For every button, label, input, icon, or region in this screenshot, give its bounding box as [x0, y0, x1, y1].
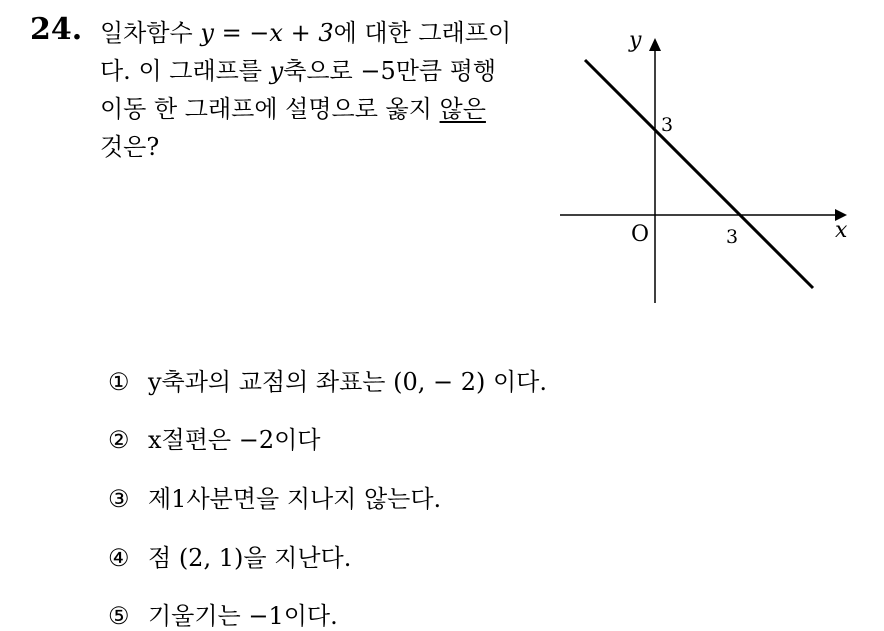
origin-label: O: [631, 222, 650, 247]
question-number: 24.: [30, 12, 83, 47]
choice-5[interactable]: [108, 596, 338, 631]
stem-line-3: [100, 90, 540, 128]
choice-text: 기울기는 −1이다.: [148, 602, 338, 630]
stem-text: 것은?: [100, 133, 160, 161]
question-stem: [100, 14, 540, 166]
x-axis-label: x: [835, 218, 848, 243]
function-graph: [555, 25, 855, 310]
choice-2[interactable]: [108, 420, 320, 455]
stem-text: 에 대한 그래프이: [333, 19, 512, 47]
choice-number: ④: [108, 544, 130, 572]
stem-text: 다. 이 그래프를: [100, 57, 270, 85]
variable: y: [269, 57, 284, 85]
underlined-emphasis: 않은: [439, 95, 486, 123]
choice-text: x절편은 −2이다: [148, 426, 321, 454]
equation: y = −x + 3: [200, 19, 334, 47]
choice-3[interactable]: [108, 479, 441, 514]
stem-text: 축으로 −5만큼 평행: [283, 57, 497, 85]
x-intercept-label: 3: [726, 226, 739, 248]
choice-text: 제1사분면을 지나지 않는다.: [148, 485, 442, 513]
choice-text: y축과의 교점의 좌표는 (0, − 2) 이다.: [148, 368, 547, 396]
stem-text: 일차함수: [100, 19, 201, 47]
stem-line-2: [100, 52, 540, 90]
choice-1[interactable]: [108, 362, 547, 397]
stem-text: 이동 한 그래프에 설명으로 옳지: [100, 95, 440, 123]
choice-text: 점 (2, 1)을 지난다.: [148, 544, 352, 572]
y-axis-label: y: [629, 28, 642, 53]
choice-number: ③: [108, 485, 130, 513]
choice-4[interactable]: [108, 538, 351, 573]
choice-number: ⑤: [108, 602, 130, 630]
stem-line-1: [100, 14, 540, 52]
choice-number: ②: [108, 426, 130, 454]
choice-number: ①: [108, 368, 130, 396]
stem-line-4: [100, 128, 540, 166]
y-axis-arrow: [649, 38, 661, 51]
y-intercept-label: 3: [661, 114, 674, 136]
graph-line: [585, 60, 813, 288]
